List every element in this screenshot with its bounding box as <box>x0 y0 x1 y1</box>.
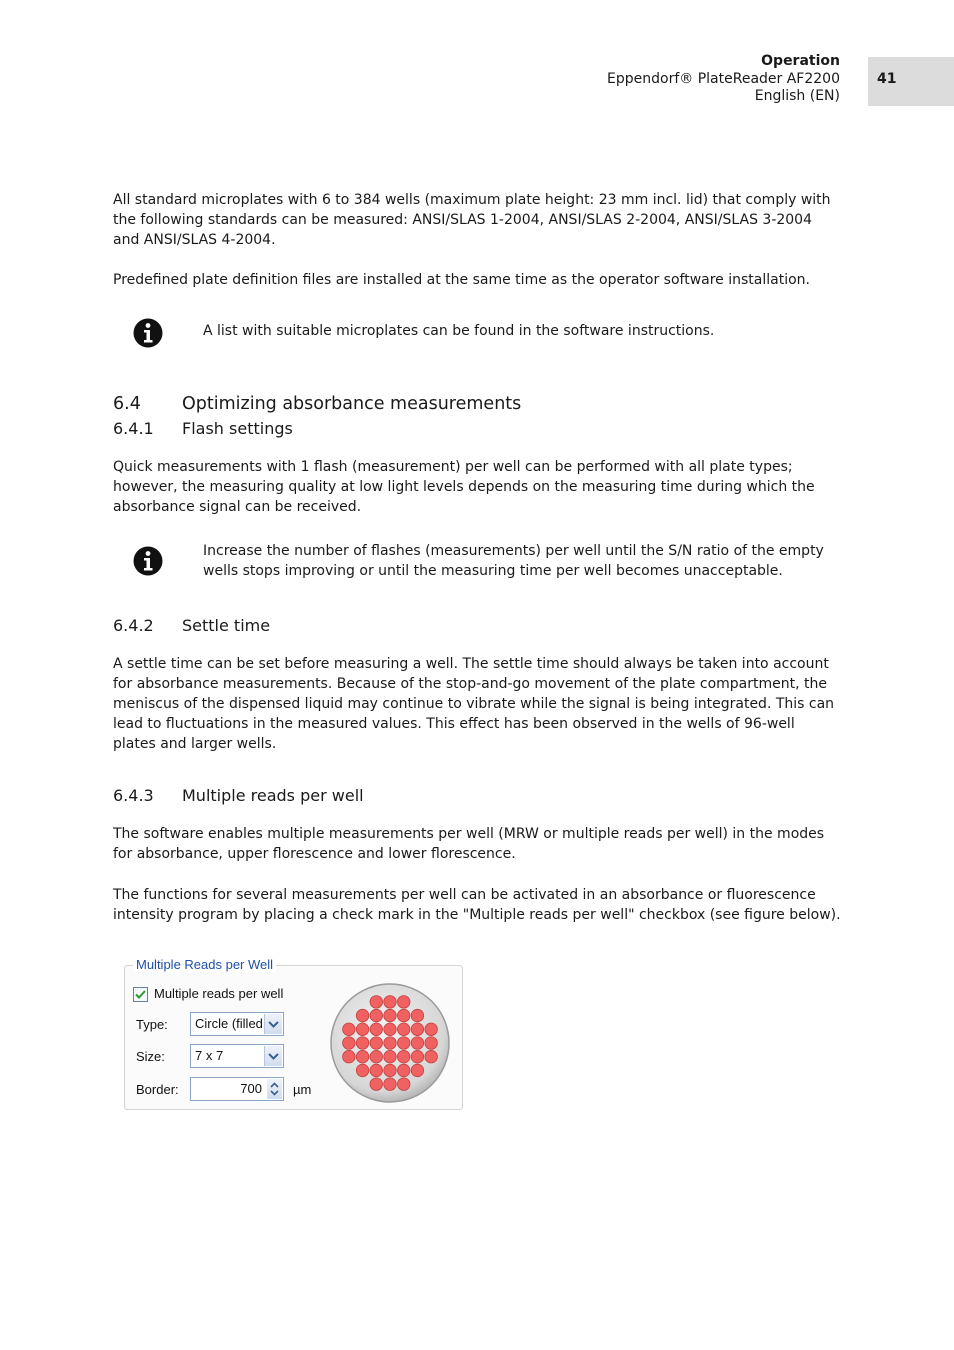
read-point <box>370 1037 383 1050</box>
size-select[interactable] <box>190 1044 284 1068</box>
read-point <box>384 1064 397 1077</box>
read-point <box>343 1050 356 1063</box>
border-spinbox[interactable] <box>190 1077 284 1101</box>
read-point <box>397 1037 410 1050</box>
read-point <box>411 1037 424 1050</box>
heading-title: Settle time <box>182 616 271 635</box>
read-point <box>370 1009 383 1022</box>
running-header <box>607 53 840 106</box>
note-flashes: Increase the number of flashes (measurements) per well until the S/N ratio of the empty wells stops improving or until the measuring time per well becomes unacceptable. <box>203 543 824 579</box>
read-point <box>370 1064 383 1077</box>
read-point <box>411 1064 424 1077</box>
read-point <box>356 1009 369 1022</box>
read-point <box>411 1023 424 1036</box>
read-point <box>384 1050 397 1063</box>
read-point <box>411 1050 424 1063</box>
checkbox-label: Multiple reads per well <box>154 986 284 1001</box>
check-icon <box>134 988 147 1001</box>
read-point <box>356 1023 369 1036</box>
multiple-reads-dialog <box>124 955 464 1112</box>
mrw-paragraph-1: The software enables multiple measurements per well (MRW or multiple reads per well) in the modes for absorbance, upper florescence and lower florescence. <box>113 826 825 862</box>
intro-paragraph-1: All standard microplates with 6 to 384 wells (maximum plate height: 23 mm incl. lid) that comply with the following standards can be measured: ANSI/SLAS 1-2004, ANSI/SLAS 2-2004, ANSI/SLAS 3-2004 and ANSI/SLAS 4-2004. <box>113 192 831 248</box>
read-point <box>356 1050 369 1063</box>
spin-buttons[interactable] <box>267 1079 282 1099</box>
chevron-down-icon <box>265 1014 282 1034</box>
read-point <box>343 1023 356 1036</box>
spin-arrows-icon <box>267 1079 282 1099</box>
type-value: Circle (filled <box>195 1016 263 1031</box>
intro-paragraph-2: Predefined plate definition files are installed at the same time as the operator software installation. <box>113 272 810 288</box>
page-number-box <box>868 57 954 106</box>
read-point <box>384 1023 397 1036</box>
heading-title: Optimizing absorbance measurements <box>182 394 522 414</box>
read-point <box>397 996 410 1009</box>
group-title: Multiple Reads per Well <box>133 957 276 972</box>
header-product: Eppendorf® PlateReader AF2200 <box>607 70 840 87</box>
multiple-reads-checkbox[interactable] <box>133 987 148 1002</box>
border-value: 700 <box>240 1081 262 1096</box>
heading-6-4-3 <box>113 786 364 806</box>
well-preview <box>328 981 452 1105</box>
read-point <box>384 1009 397 1022</box>
type-select[interactable] <box>190 1012 284 1036</box>
heading-number: 6.4.3 <box>113 786 154 805</box>
read-point <box>370 1078 383 1091</box>
note-microplates: A list with suitable microplates can be found in the software instructions. <box>203 323 715 339</box>
read-point <box>397 1064 410 1077</box>
read-point <box>356 1037 369 1050</box>
size-label: Size: <box>136 1049 165 1064</box>
heading-title: Multiple reads per well <box>182 786 364 805</box>
read-point <box>343 1037 356 1050</box>
read-point <box>397 1050 410 1063</box>
heading-number: 6.4.1 <box>113 419 154 438</box>
read-point <box>384 1078 397 1091</box>
header-language: English (EN) <box>754 88 840 104</box>
heading-number: 6.4.2 <box>113 616 154 635</box>
read-point <box>425 1023 438 1036</box>
read-point <box>356 1064 369 1077</box>
heading-6-4 <box>113 393 522 415</box>
read-point <box>370 996 383 1009</box>
page-number: 41 <box>877 71 897 87</box>
border-label: Border: <box>136 1082 179 1097</box>
size-value: 7 x 7 <box>195 1048 224 1063</box>
heading-6-4-2 <box>113 616 271 636</box>
heading-6-4-1 <box>113 419 293 439</box>
read-point <box>370 1023 383 1036</box>
read-point <box>370 1050 383 1063</box>
read-point <box>384 996 397 1009</box>
mrw-paragraph-2: The functions for several measurements per well can be activated in an absorbance or fluorescence intensity program by placing a check mark in the "Multiple reads per well" checkbox (see figure below). <box>113 887 841 923</box>
read-point <box>397 1078 410 1091</box>
border-unit: µm <box>293 1082 312 1097</box>
settle-paragraph: A settle time can be set before measuring a well. The settle time should always be taken into account for absorbance measurements. Because of the stop-and-go movement of the plate compartment, the meniscus of the dispensed liquid may continue to vibrate while the signal is being integrated. This can lead to fluctuations in the measured values. This effect has been observed in the wells of 96-well plates and larger wells. <box>113 656 835 752</box>
heading-title: Flash settings <box>182 419 293 438</box>
heading-number: 6.4 <box>113 394 141 414</box>
info-icon <box>133 318 163 348</box>
type-dropdown-button[interactable] <box>264 1014 282 1034</box>
read-point <box>397 1023 410 1036</box>
read-point <box>397 1009 410 1022</box>
type-label: Type: <box>136 1017 168 1032</box>
flash-paragraph: Quick measurements with 1 flash (measurement) per well can be performed with all plate types; however, the measuring quality at low light levels depends on the measuring time during which the absorbance signal can be received. <box>113 459 815 515</box>
read-point <box>425 1037 438 1050</box>
header-section: Operation <box>761 53 840 69</box>
info-icon <box>133 546 163 576</box>
read-point <box>411 1009 424 1022</box>
size-dropdown-button[interactable] <box>264 1046 282 1066</box>
chevron-down-icon <box>265 1046 282 1066</box>
read-point <box>425 1050 438 1063</box>
read-point <box>384 1037 397 1050</box>
